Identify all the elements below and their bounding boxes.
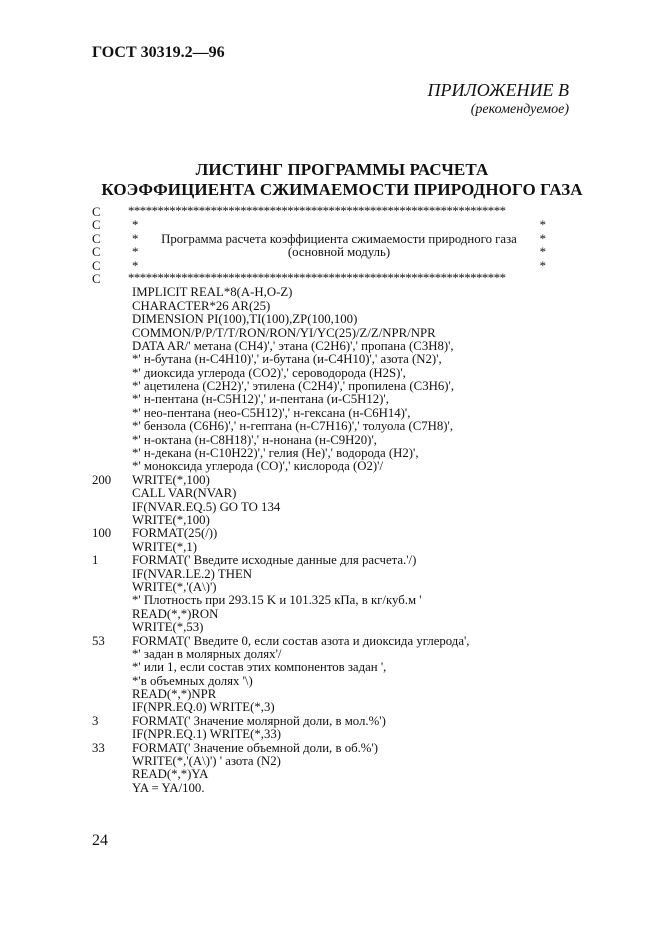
code-text: *' н-бутана (н-C4H10)',' и-бутана (и-C4H10)',' азота (N2)', bbox=[132, 352, 442, 367]
code-line bbox=[92, 768, 562, 781]
comment-border-bottom bbox=[92, 270, 562, 286]
section-title-line-1: ЛИСТИНГ ПРОГРАММЫ РАСЧЕТА bbox=[195, 160, 489, 179]
code-text: YA = YA/100. bbox=[132, 780, 205, 795]
comment-star-right: * bbox=[539, 218, 546, 233]
code-text: DIMENSION PI(100),TI(100),ZP(100,100) bbox=[132, 312, 358, 327]
appendix-note: (рекомендуемое) bbox=[470, 102, 569, 117]
code-text: IF(NPR.EQ.1) WRITE(*,33) bbox=[132, 727, 282, 742]
comment-module-name: (основной модуль) bbox=[287, 245, 391, 260]
comment-border: **************************************************************** bbox=[128, 270, 506, 285]
code-text: *' нео-пентана (нео-C5H12)',' н-гексана (н-C6H14)', bbox=[132, 405, 411, 420]
code-text: WRITE(*,1) bbox=[132, 539, 198, 554]
code-line bbox=[92, 782, 562, 795]
code-text: WRITE(*,'(A\)') ' азота (N2) bbox=[132, 754, 281, 769]
code-text: *' диоксида углерода (CO2)',' сероводорода (H2S)', bbox=[132, 365, 406, 380]
code-text: *' моноксида углерода (CO)',' кислорода (O2)'/ bbox=[132, 459, 384, 474]
code-line bbox=[92, 313, 562, 326]
code-text: IF(NVAR.EQ.5) GO TO 134 bbox=[132, 499, 281, 514]
code-line bbox=[92, 474, 562, 487]
code-line bbox=[92, 701, 562, 714]
comment-star-left: * bbox=[132, 258, 139, 273]
comment-program-title: Программа расчета коэффициента сжимаемости природного газа bbox=[161, 231, 517, 246]
appendix-title: ПРИЛОЖЕНИЕ В bbox=[427, 80, 569, 100]
code-line bbox=[92, 527, 562, 540]
code-line bbox=[92, 715, 562, 728]
section-title-line-2: КОЭФФИЦИЕНТА СЖИМАЕМОСТИ ПРИРОДНОГО ГАЗА bbox=[101, 180, 583, 199]
code-line bbox=[92, 340, 562, 353]
code-line bbox=[92, 460, 562, 473]
code-text: *' н-пентана (н-C5H12)',' и-пентана (и-C5H12)', bbox=[132, 392, 389, 407]
code-line bbox=[92, 661, 562, 674]
code-text: IF(NPR.EQ.0) WRITE(*,3) bbox=[132, 700, 275, 715]
code-text: *'в объемных долях '\) bbox=[132, 673, 253, 688]
code-text: READ(*,*)YA bbox=[132, 767, 209, 782]
comment-marker: C bbox=[92, 271, 101, 286]
code-line bbox=[92, 407, 562, 420]
code-line bbox=[92, 648, 562, 661]
code-text: *' или 1, если состав этих компонентов задан ', bbox=[132, 660, 387, 675]
code-line bbox=[92, 420, 562, 433]
comment-star-right: * bbox=[539, 245, 546, 260]
code-line bbox=[92, 635, 562, 648]
code-line bbox=[92, 608, 562, 621]
code-line bbox=[92, 447, 562, 460]
code-text: *' н-декана (н-C10H22)',' гелия (He)',' водорода (H2)', bbox=[132, 446, 419, 461]
code-line bbox=[92, 487, 562, 500]
code-line bbox=[92, 514, 562, 527]
code-line bbox=[92, 434, 562, 447]
comment-text-line bbox=[92, 246, 562, 259]
comment-border: **************************************************************** bbox=[128, 204, 506, 218]
code-label: 33 bbox=[92, 740, 105, 755]
comment-star-left: * bbox=[132, 218, 139, 233]
code-label: 53 bbox=[92, 633, 105, 648]
comment-marker: C bbox=[92, 231, 101, 246]
document-header: ГОСТ 30319.2—96 bbox=[92, 44, 225, 61]
comment-text-line bbox=[92, 233, 562, 246]
comment-empty-line bbox=[92, 219, 562, 232]
comment-star-right: * bbox=[539, 231, 546, 246]
code-text: WRITE(*,100) bbox=[132, 472, 210, 487]
code-text: CHARACTER*26 AR(25) bbox=[132, 298, 271, 313]
comment-marker: C bbox=[92, 245, 101, 260]
code-text: *' ацетилена (C2H2)',' этилена (C2H4)',' пропилена (C3H6)', bbox=[132, 379, 455, 394]
comment-marker: C bbox=[92, 258, 101, 273]
code-line bbox=[92, 353, 562, 366]
page-number: 24 bbox=[92, 832, 108, 849]
code-line bbox=[92, 286, 562, 299]
code-line bbox=[92, 675, 562, 688]
code-line bbox=[92, 621, 562, 634]
code-text: FORMAT(' Введите исходные данные для расчета.'/) bbox=[132, 553, 417, 568]
code-text: IF(NVAR.LE.2) THEN bbox=[132, 566, 253, 581]
code-line bbox=[92, 755, 562, 768]
code-text: WRITE(*,100) bbox=[132, 512, 210, 527]
code-text: CALL VAR(NVAR) bbox=[132, 486, 237, 501]
code-label: 3 bbox=[92, 713, 99, 728]
code-text: FORMAT(' Введите 0, если состав азота и диоксида углерода', bbox=[132, 633, 470, 648]
code-text: WRITE(*,53) bbox=[132, 620, 204, 635]
code-text: IMPLICIT REAL*8(A-H,O-Z) bbox=[132, 285, 293, 300]
code-line bbox=[92, 728, 562, 741]
code-text: *' н-октана (н-C8H18)',' н-нонана (н-C9H20)', bbox=[132, 432, 377, 447]
comment-star-left: * bbox=[132, 231, 139, 246]
comment-marker: C bbox=[92, 205, 101, 219]
code-line bbox=[92, 300, 562, 313]
code-line bbox=[92, 568, 562, 581]
code-line bbox=[92, 367, 562, 380]
code-text: WRITE(*,'(A\)') bbox=[132, 579, 217, 594]
code-text: COMMON/P/P/T/T/RON/RON/YI/YC(25)/Z/Z/NPR/NPR bbox=[132, 325, 436, 340]
comment-star-right: * bbox=[539, 258, 546, 273]
code-text: READ(*,*)RON bbox=[132, 606, 219, 621]
code-text: DATA AR/' метана (CH4)',' этана (C2H6)',' пропана (C3H8)', bbox=[132, 338, 454, 353]
code-label: 200 bbox=[92, 472, 112, 487]
code-line bbox=[92, 501, 562, 514]
code-text: *' Плотность при 293.15 K и 101.325 кПа, в кг/куб.м ' bbox=[132, 593, 422, 608]
code-line bbox=[92, 688, 562, 701]
code-text: *' бензола (C6H6)',' н-гептана (н-C7H16)',' толуола (C7H8)', bbox=[132, 419, 454, 434]
code-text: FORMAT(' Значение молярной доли, в мол.%') bbox=[132, 713, 386, 728]
code-label: 1 bbox=[92, 553, 99, 568]
code-line bbox=[92, 380, 562, 393]
code-line bbox=[92, 742, 562, 755]
code-text: *' задан в молярных долях'/ bbox=[132, 646, 282, 661]
comment-marker: C bbox=[92, 218, 101, 233]
code-line bbox=[92, 393, 562, 406]
code-text: FORMAT(' Значение объемной доли, в об.%') bbox=[132, 740, 379, 755]
comment-border-top bbox=[92, 206, 562, 219]
comment-star-left: * bbox=[132, 245, 139, 260]
code-text: FORMAT(25(/)) bbox=[132, 526, 218, 541]
code-line bbox=[92, 327, 562, 340]
code-text: READ(*,*)NPR bbox=[132, 687, 217, 702]
code-label: 100 bbox=[92, 526, 112, 541]
program-listing bbox=[92, 206, 562, 795]
code-line bbox=[92, 581, 562, 594]
code-line bbox=[92, 554, 562, 567]
code-line bbox=[92, 541, 562, 554]
code-line bbox=[92, 594, 562, 607]
